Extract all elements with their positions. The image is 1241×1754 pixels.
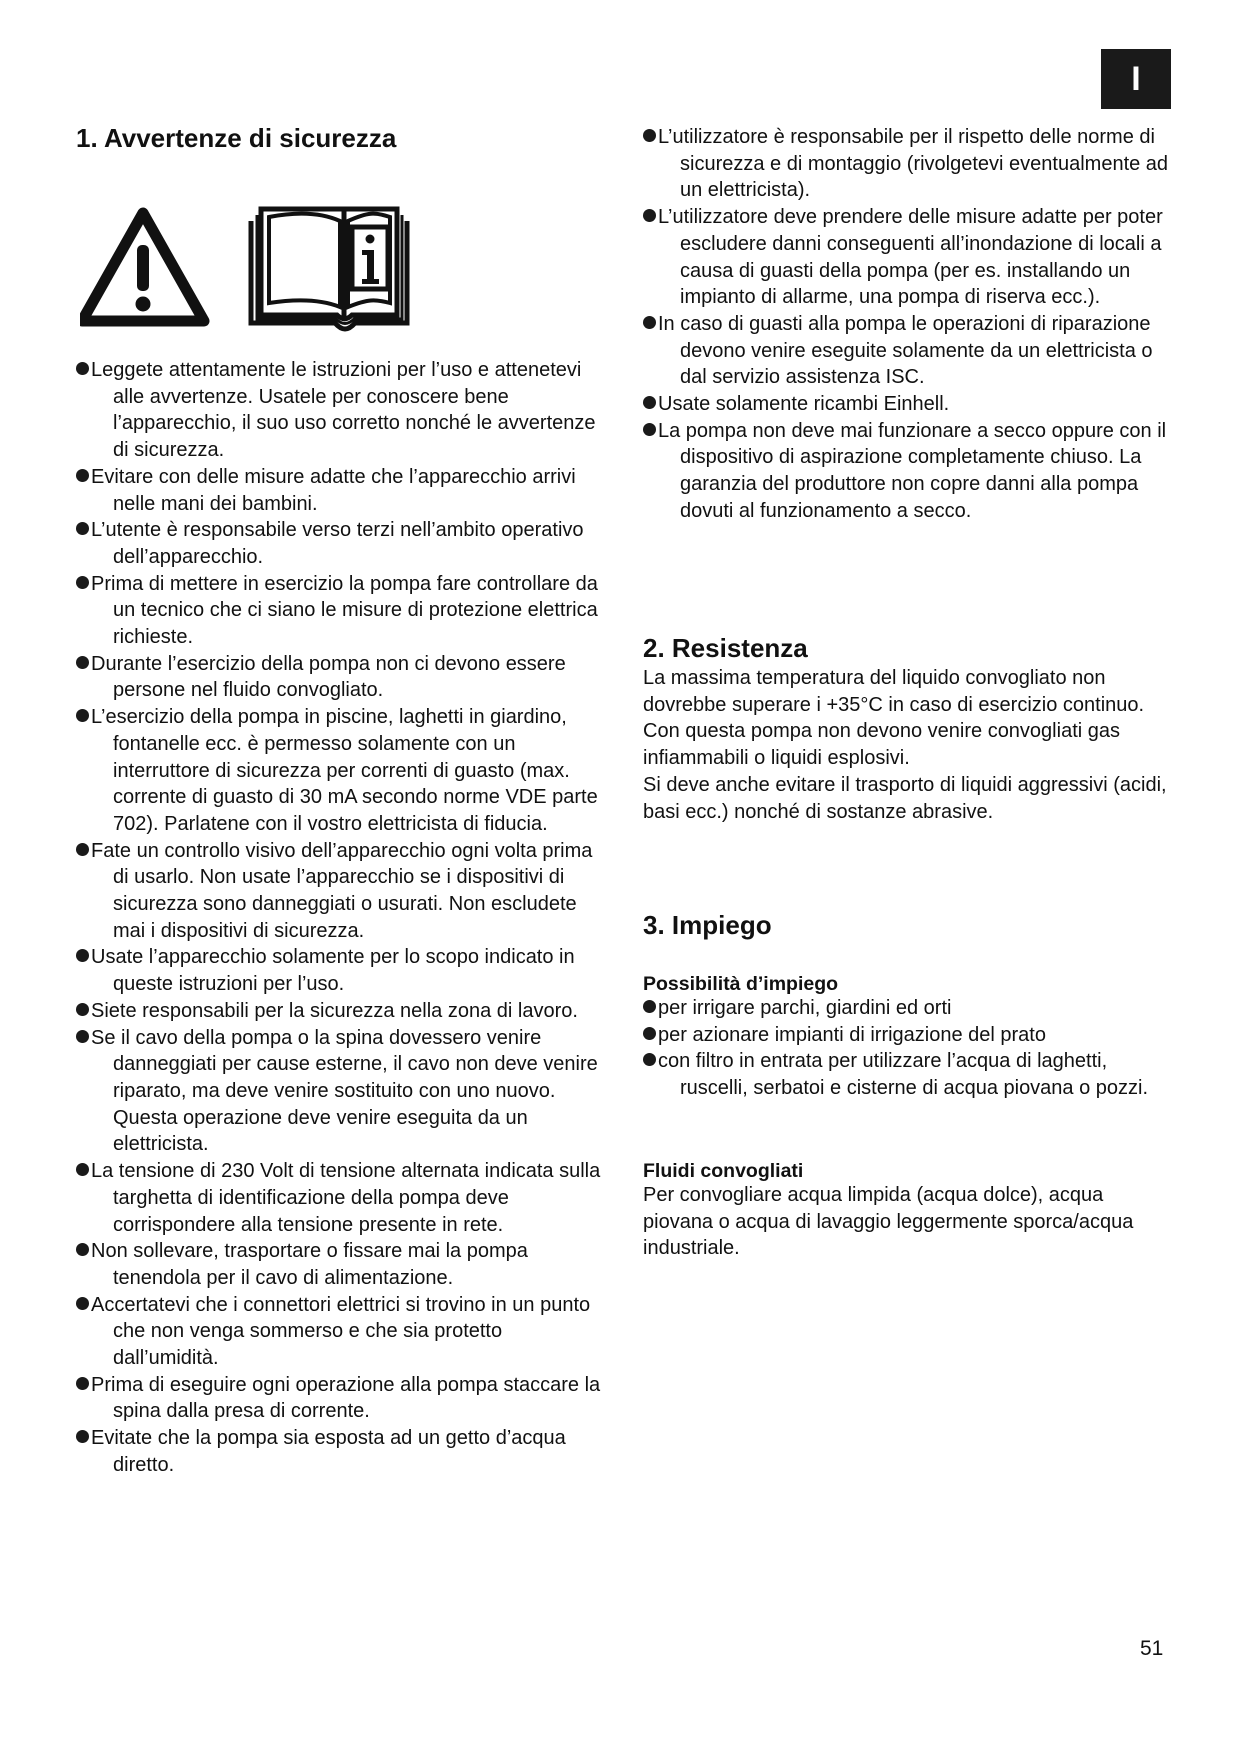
bullet-icon (76, 709, 89, 722)
list-item: L’esercizio della pompa in piscine, laghetti in giardino, fontanelle ecc. è permesso solamente con un interruttore di sicurezza per correnti di guasto (max. corrente di guasto di 30 mA secondo norme VDE parte 702). Parlatene con il vostro elettricista di fiducia. (76, 704, 606, 838)
bullet-icon (643, 316, 656, 329)
list-item: Evitare con delle misure adatte che l’apparecchio arrivi nelle mani dei bambini. (76, 464, 606, 517)
list-item: Non sollevare, trasportare o fissare mai la pompa tenendola per il cavo di alimentazione. (76, 1238, 606, 1291)
bullet-icon (76, 522, 89, 535)
list-item: Usate l’apparecchio solamente per lo scopo indicato in queste istruzioni per l’uso. (76, 944, 606, 997)
usage-list (643, 995, 1173, 1102)
list-item: Fate un controllo visivo dell’apparecchio ogni volta prima di usarlo. Non usate l’apparecchio se i dispositivi di sicurezza sono danneggiati o usurati. Non escludete mai i dispositivi di sicurezza. (76, 838, 606, 945)
list-item: La pompa non deve mai funzionare a secco oppure con il dispositivo di aspirazione completamente chiuso. La garanzia del produttore non copre danni alla pompa dovuti al funzionamento a secco. (643, 418, 1173, 525)
section2-paragraph: La massima temperatura del liquido convogliato non dovrebbe superare i +35°C in caso di esercizio continuo. (643, 667, 1145, 716)
list-item: L’utilizzatore deve prendere delle misure adatte per poter escludere danni conseguenti all’inondazione di locali a causa di guasti della pompa (per es. installando un impianto di allarme, una pompa di riserva ecc.). (643, 204, 1173, 311)
safety-list-continued (643, 124, 1173, 525)
safety-list (76, 357, 606, 1479)
list-item: per azionare impianti di irrigazione del prato (643, 1022, 1173, 1049)
language-tab: I (1101, 49, 1171, 109)
list-item: Prima di mettere in esercizio la pompa fare controllare da un tecnico che ci siano le misure di protezione elettrica richieste. (76, 571, 606, 651)
bullet-icon (76, 949, 89, 962)
list-item: Usate solamente ricambi Einhell. (643, 391, 1173, 418)
bullet-icon (76, 576, 89, 589)
bullet-icon (76, 656, 89, 669)
bullet-icon (643, 423, 656, 436)
bullet-icon (643, 209, 656, 222)
section2-body (643, 665, 1173, 825)
fluids-text: Per convogliare acqua limpida (acqua dolce), acqua piovana o acqua di lavaggio leggermente sporca/acqua industriale. (643, 1184, 1134, 1260)
bullet-icon (643, 1053, 656, 1066)
bullet-icon (76, 1377, 89, 1390)
section2-paragraph: Si deve anche evitare il trasporto di liquidi aggressivi (acidi, basi ecc.) nonché di sostanze abrasive. (643, 773, 1167, 823)
bullet-icon (76, 1163, 89, 1176)
list-item: Durante l’esercizio della pompa non ci devono essere persone nel fluido convogliato. (76, 651, 606, 704)
list-item: Evitate che la pompa sia esposta ad un getto d’acqua diretto. (76, 1425, 606, 1478)
section3-title: 3. Impiego (643, 910, 772, 940)
list-item: La tensione di 230 Volt di tensione alternata indicata sulla targhetta di identificazione della pompa deve corrispondere alla tensione presente in rete. (76, 1158, 606, 1238)
read-manual-book-icon (251, 209, 407, 329)
list-item: Prima di eseguire ogni operazione alla pompa staccare la spina dalla presa di corrente. (76, 1372, 606, 1425)
list-item: con filtro in entrata per utilizzare l’acqua di laghetti, ruscelli, serbatoi e cisterne di acqua piovana o pozzi. (643, 1048, 1173, 1101)
safety-icons (80, 203, 410, 333)
list-item: L’utente è responsabile verso terzi nell’ambito operativo dell’apparecchio. (76, 517, 606, 570)
list-item: Leggete attentamente le istruzioni per l’uso e attenetevi alle avvertenze. Usatele per conoscere bene l’apparecchio, il suo uso corretto nonché le avvertenze di sicurezza. (76, 357, 606, 464)
bullet-icon (76, 843, 89, 856)
bullet-icon (643, 1000, 656, 1013)
bullet-icon (643, 129, 656, 142)
warning-triangle-icon (82, 213, 204, 321)
bullet-icon (76, 1003, 89, 1016)
list-item: Se il cavo della pompa o la spina dovessero venire danneggiati per cause esterne, il cavo non deve venire riparato, ma deve venire sostituito con uno nuovo. Questa operazione deve venire eseguita da un elettricista. (76, 1025, 606, 1159)
usage-heading: Possibilità d’impiego (643, 973, 839, 995)
section2-title: 2. Resistenza (643, 633, 808, 663)
bullet-icon (76, 1030, 89, 1043)
section2-paragraph: Con questa pompa non devono venire convogliati gas infiammabili o liquidi esplosivi. (643, 720, 1120, 770)
bullet-icon (76, 362, 89, 375)
bullet-icon (76, 1297, 89, 1310)
safety-icons-svg (80, 203, 410, 333)
page-number: 51 (1140, 1637, 1164, 1660)
list-item: per irrigare parchi, giardini ed orti (643, 995, 1173, 1022)
bullet-icon (643, 396, 656, 409)
list-item: In caso di guasti alla pompa le operazioni di riparazione devono venire eseguite solamente da un elettricista o dal servizio assistenza ISC. (643, 311, 1173, 391)
bullet-icon (76, 1243, 89, 1256)
list-item: Accertatevi che i connettori elettrici si trovino in un punto che non venga sommerso e che sia protetto dall’umidità. (76, 1292, 606, 1372)
bullet-icon (76, 1430, 89, 1443)
bullet-icon (643, 1027, 656, 1040)
list-item: Siete responsabili per la sicurezza nella zona di lavoro. (76, 998, 606, 1025)
bullet-icon (76, 469, 89, 482)
fluids-heading: Fluidi convogliati (643, 1160, 804, 1182)
list-item: L’utilizzatore è responsabile per il rispetto delle norme di sicurezza e di montaggio (rivolgetevi eventualmente ad un elettricista). (643, 124, 1173, 204)
section1-title: 1. Avvertenze di sicurezza (76, 123, 397, 153)
